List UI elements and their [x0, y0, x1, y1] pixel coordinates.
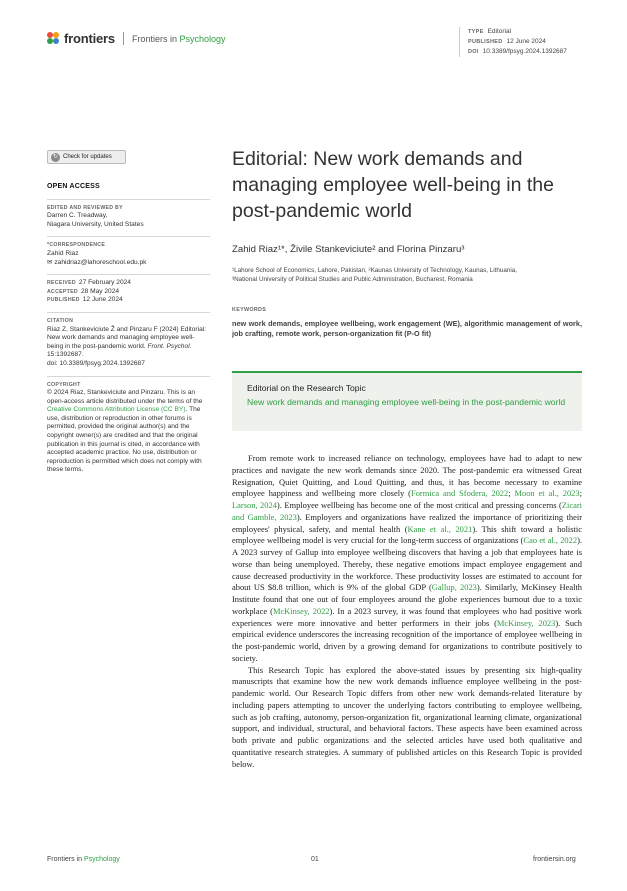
frontiers-logo[interactable] — [47, 31, 225, 46]
author-list: Zahid Riaz¹*, Živile Stankeviciute² and Florina Pinzaru³ — [232, 244, 465, 255]
citation-link[interactable]: Moon et al., 2023 — [514, 488, 580, 499]
research-topic-link[interactable]: New work demands and managing employee well-being in the post-pandemic world — [247, 397, 566, 407]
research-topic-box — [232, 371, 582, 431]
journal-name: Frontiers in Psychology — [131, 33, 226, 44]
paragraph-2: This Research Topic has explored the above-stated issues by presenting six high-quality manuscripts that examine how the new work demands influence employee wellbeing in the post-pandemic world. Our Research Topic differs from other new work demands-related literature by including papers attempting to uncover the underlying factors contributing to employee wellbeing, such as job crafting, autonomy, person-organization fit, organizational learning climate, organizational support, and individual, structural, and behavioral factors. These aspects have been examined across both private and public organizations and the selected articles have used both qualitative and quantitative research strategies. A summary of published articles on this Research Topic is provided below. — [232, 664, 582, 769]
article-dates: RECEIVED 27 February 2024 ACCEPTED 28 May 2024 PUBLISHED 12 June 2024 — [47, 279, 131, 304]
research-topic-label: Editorial on the Research Topic — [247, 383, 366, 393]
affiliations: ¹Lahore School of Economics, Lahore, Pakistan, ²Kaunas University of Technology, Kaunas, Lithuania, ³National University of Political Studies and Public Administration, Bucharest, Romania — [232, 267, 518, 283]
citation-link[interactable]: McKinsey, 2022 — [272, 605, 330, 616]
copyright: COPYRIGHT © 2024 Riaz, Stankeviciute and Pinzaru. This is an open-access article distributed under the terms of the Creative Commons Attribution License (CC BY). The use, distribution or reproduction in other forums is permitted, provided the original author(s) and the copyright owner(s) are credited and that the original publication in this journal is cited, in accordance with accepted academic practice. No use, distribution or reproduction is permitted which does not comply with these terms. — [47, 381, 203, 474]
article-meta: TYPE Editorial PUBLISHED 12 June 2024 DOI 10.3389/fpsyg.2024.1392687 — [459, 27, 567, 57]
editor-info: EDITED AND REVIEWED BY Darren C. Treadway, Niagara University, United States — [47, 204, 144, 228]
open-access-label: OPEN ACCESS — [47, 183, 100, 190]
citation: CITATION Riaz Z, Stankeviciute Ž and Pinzaru F (2024) Editorial: New work demands and managing employee well-being in the post-pandemic world. Front. Psychol. 15:1392687. doi: 10.3389/fpsyg.2024.1392687 — [47, 317, 207, 367]
keywords-label: KEYWORDS — [232, 307, 267, 313]
footer-journal: Frontiers in Psychology — [47, 856, 120, 863]
paragraph-1: From remote work to increased reliance on technology, employees have had to adapt to new practices and navigate the new work demands since 2020. The post-pandemic era witnessed Great Resignation, Quiet Quitting, and Loud Quitting, and thus, it has become necessary to examine employee happiness and wellbeing more closely (Formica and Sfodera, 2022; Moon et al., 2023; Larson, 2024). Employee wellbeing has become one of the most critical and pressing concerns (Zicari and Gamble, 2023). Employers and organizations have realized the importance of prioritizing their employees' physical, safety, and mental health (Kane et al., 2021). This shift toward a holistic employee wellbeing model is very crucial for the long-term success of organizations (Cao et al., 2022). A 2023 survey of Gallup into employee wellbeing discovers that having a job that employees hate is worse than being unemployed. Thereby, these negative emotions impact employee engagement and cause decreased productivity in the workforce. These productivity losses are estimated to account for about US $8.8 trillion, which is 9% of the global GDP (Gallup, 2023). Similarly, McKinsey Health Institute found that one out of four employees around the globe experiences burnout due to a toxic workplace (McKinsey, 2022). In a 2023 survey, it was found that employees who had positive work experiences were more innovative and better performers in their jobs (McKinsey, 2023). Such empirical evidence underscores the increasing recognition of the importance of employee wellbeing in the post-pandemic world, driven by a growing demand for organizations to contribute positively to society. — [232, 453, 583, 663]
citation-link[interactable]: Kane et al., 2021 — [407, 523, 473, 534]
footer-site-link[interactable]: frontiersin.org — [533, 856, 576, 863]
logo-wordmark: frontiers — [64, 31, 115, 46]
check-for-updates-button[interactable]: ↻ Check for updates — [47, 150, 126, 164]
article-body — [232, 453, 582, 770]
citation-link[interactable]: Formica and Sfodera, 2022 — [411, 488, 509, 499]
citation-link[interactable]: Cao et al., 2022 — [523, 535, 578, 546]
logo-divider — [123, 32, 124, 45]
citation-link[interactable]: McKinsey, 2023 — [496, 617, 556, 628]
correspondence-email[interactable]: ✉ zahidriaz@lahoreschool.edu.pk — [47, 258, 147, 266]
cc-by-license-link[interactable]: Creative Commons Attribution License (CC BY) — [47, 406, 186, 414]
keywords: new work demands, employee wellbeing, work engagement (WE), algorithmic management of work, job crafting, remote work, person-organization fit (P-O fit) — [232, 319, 582, 339]
citation-link[interactable]: Zicari and Gamble, 2023 — [232, 500, 582, 522]
article-sidebar — [47, 183, 210, 482]
citation-link[interactable]: Gallup, 2023 — [431, 582, 477, 593]
frontiers-logo-icon — [47, 32, 60, 45]
update-icon: ↻ — [52, 153, 59, 160]
doi-link[interactable]: 10.3389/fpsyg.2024.1392687 — [482, 48, 567, 55]
citation-link[interactable]: Larson, 2024 — [232, 500, 277, 510]
correspondence: *CORRESPONDENCE Zahid Riaz ✉ zahidriaz@lahoreschool.edu.pk — [47, 241, 210, 267]
article-title: Editorial: New work demands and managing employee well-being in the post-pandemic world — [232, 148, 554, 222]
page-number: 01 — [311, 856, 319, 863]
